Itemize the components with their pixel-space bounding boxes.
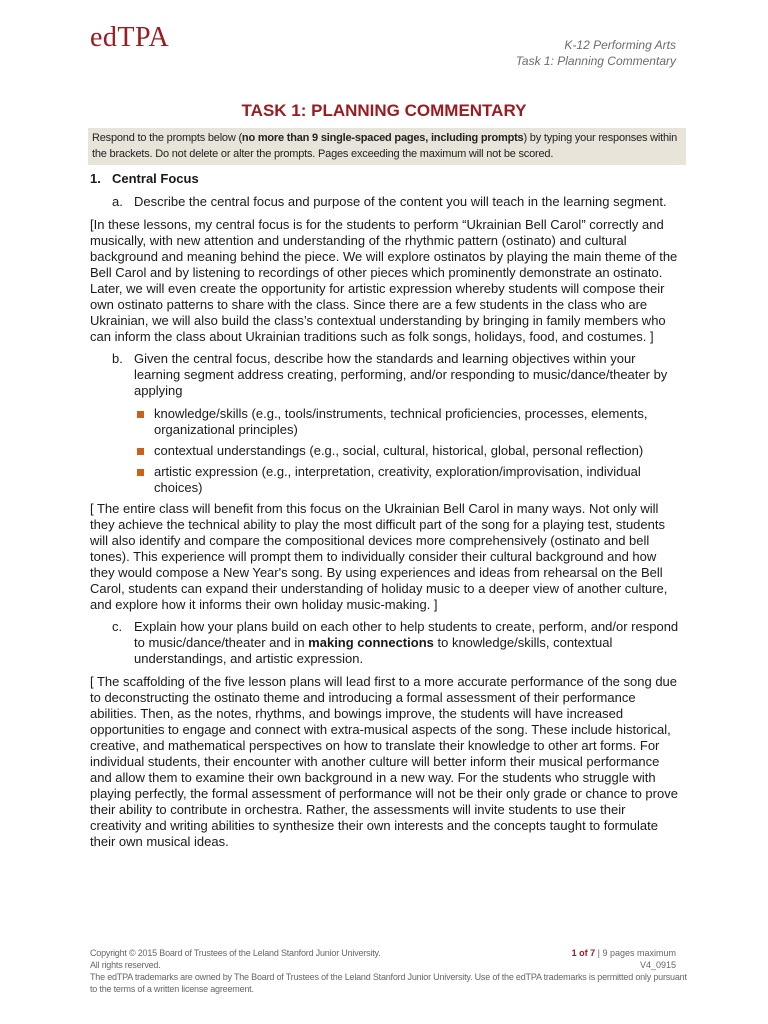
prompt-b-bullet-list bbox=[90, 406, 680, 496]
prompt-b bbox=[90, 351, 680, 399]
prompt-c-text-end: to knowledge/skills, contextual understandings, and artistic expression. bbox=[134, 635, 613, 666]
bullet-item bbox=[90, 406, 680, 438]
prompt-c-text-start: Explain how your plans build on each other to help students to create, perform, and/or respond to music/dance/theater and in bbox=[134, 619, 679, 650]
page-number: 1 of 7 bbox=[571, 948, 596, 958]
version-label: V4_0915 bbox=[639, 960, 676, 970]
footer-copyright: Copyright © 2015 Board of Trustees of the Leland Stanford Junior University. bbox=[90, 948, 381, 958]
response-b: [ The entire class will benefit from this focus on the Ukrainian Bell Carol in many ways. Not only will they achieve the technical ability to play the most difficult part of the song for a playing test, students will also identify and compare the compositional devices more comprehensively (ostinato and bell tones). This experience will prompt them to individually consider their cultural background and how they would compose a New Year's song. By using experiences and ideas from rehearsal on the Bell Carol, students can expand their understanding of holiday music to a deeper view of another culture, and explore how it informs their own holiday music-making. ] bbox=[90, 501, 668, 612]
bullet-item bbox=[90, 443, 680, 459]
bullet-item bbox=[90, 464, 680, 496]
square-bullet-icon bbox=[137, 448, 144, 455]
page-maximum: | 9 pages maximum bbox=[595, 948, 676, 958]
footer-rights: All rights reserved. bbox=[90, 960, 161, 970]
response-a: [In these lessons, my central focus is for the students to perform “Ukrainian Bell Carol” correctly and musically, with new attention and understanding of the rhythmic pattern (ostinato) and cultural background and meaning behind the piece. We will explore ostinatos by playing the main theme of the Bell Carol and by listening to recordings of other pieces which prominently demonstrate an ostinato. Later, we will even create the opportunity for artistic expression whereby students will compose their own ostinato patterns to share with the class. Since there are a few students in the class who are Ukrainian, we will also build the class’s contextual understanding by bringing in family members who can inform the class about Ukrainian traditions such as folk songs, holidays, food, and costumes. ] bbox=[90, 217, 678, 344]
prompt-text bbox=[134, 619, 680, 667]
bullet-text: knowledge/skills (e.g., tools/instruments, technical proficiencies, processes, elements, organizational principles) bbox=[154, 406, 648, 437]
response-c: [ The scaffolding of the five lesson plans will lead first to a more accurate performance of the song due to deconstructing the ostinato theme and introducing a formal assessment of their performance abilities. Then, as the notes, rhythms, and bowings improve, the students will have increased opportunities to engage and connect with extra-musical aspects of the song. These include historical, creative, and mathematical perspectives on how to translate their knowledge to other art forms. For individual students, their encounter with another culture will better inform their musical performance and allow them to examine their own background in a new way. For the students who struggle with playing perfectly, the formal assessment of performance will not be their only grade or chance to prove their ability to contribute in orchestra. Rather, the assessments will invite students to use their creativity and writing abilities to synthesize their own interests and the concepts taught to formulate their own musical ideas. bbox=[90, 674, 678, 849]
edtpa-logo: edTPA bbox=[90, 22, 170, 53]
prompt-a bbox=[90, 194, 680, 210]
commentary-body bbox=[90, 171, 680, 856]
header-subject: K-12 Performing Arts bbox=[564, 38, 676, 52]
instructions-text-start: Respond to the prompts below ( bbox=[92, 132, 242, 144]
bullet-text: contextual understandings (e.g., social, cultural, historical, global, personal reflection) bbox=[154, 443, 644, 458]
section-title: Central Focus bbox=[112, 171, 199, 186]
section-heading bbox=[90, 171, 680, 187]
instructions-text-end: ) by typing your responses within the brackets. Do not delete or alter the prompts. Pages exceeding the maximum will not be scored. bbox=[92, 132, 678, 160]
page-title: TASK 1: PLANNING COMMENTARY bbox=[241, 101, 527, 120]
footer-page-info bbox=[572, 947, 676, 971]
section-number: 1. bbox=[90, 171, 101, 186]
prompt-letter: c. bbox=[112, 619, 123, 634]
prompt-letter: a. bbox=[112, 194, 123, 209]
document-header bbox=[516, 37, 676, 69]
prompt-letter: b. bbox=[112, 351, 123, 366]
instructions-page-limit: no more than 9 single-spaced pages, including prompts bbox=[241, 132, 524, 144]
prompt-text: Describe the central focus and purpose of the content you will teach in the learning segment. bbox=[134, 194, 667, 209]
footer-trademark: The edTPA trademarks are owned by The Board of Trustees of the Leland Stanford Junior University. Use of the edTPA trademarks is permitted only pursuant to the terms of a written license agreement. bbox=[90, 972, 687, 994]
header-document-name: Task 1: Planning Commentary bbox=[515, 54, 676, 68]
prompt-c-emphasis: making connections bbox=[308, 635, 434, 650]
page-count bbox=[572, 947, 676, 959]
bullet-text: artistic expression (e.g., interpretation, creativity, exploration/improvisation, individual choices) bbox=[154, 464, 641, 495]
prompt-text: Given the central focus, describe how the standards and learning objectives within your learning segment address creating, performing, and/or responding to music/dance/theater by applying bbox=[134, 351, 668, 398]
square-bullet-icon bbox=[137, 411, 144, 418]
square-bullet-icon bbox=[137, 469, 144, 476]
prompt-c bbox=[90, 619, 680, 667]
instructions-box bbox=[88, 128, 686, 165]
